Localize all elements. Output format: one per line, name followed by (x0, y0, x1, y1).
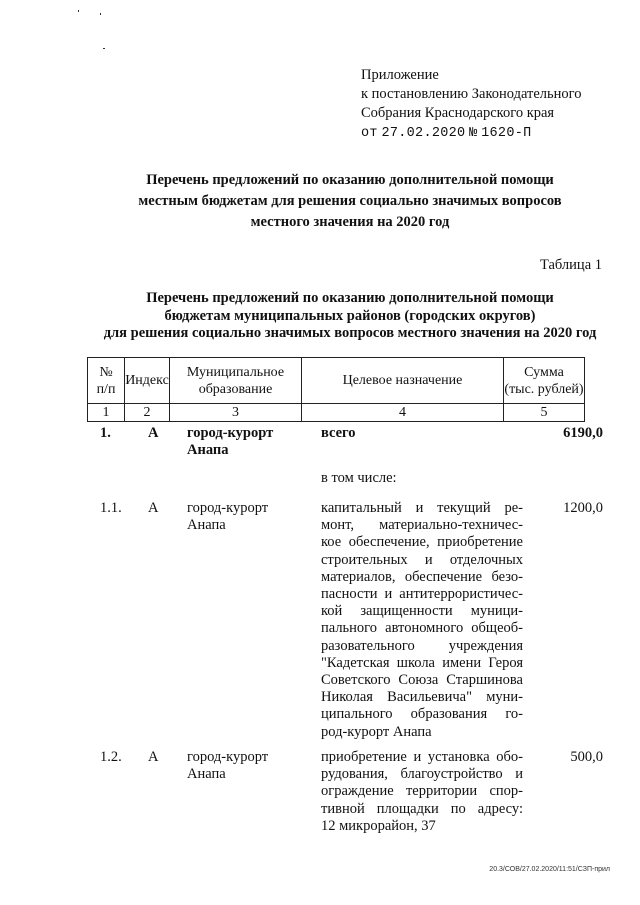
scan-speck (78, 10, 79, 12)
purpose-line: разовательного учреждения (321, 637, 523, 654)
table-title-line: Перечень предложений по оказанию дополнительной помощи (146, 290, 554, 306)
purpose-line: Николая Васильевича" муни- (321, 689, 523, 706)
header-colnum: 3 (170, 404, 302, 422)
document-title (90, 170, 610, 233)
purpose-line: род-курорт Анапа (321, 723, 432, 740)
row-municipality (187, 425, 307, 459)
purpose-line: кой защищенности муници- (321, 603, 523, 620)
header-colnum: 2 (125, 404, 170, 422)
table-title-line: бюджетам муниципальных районов (городских округов) (164, 307, 536, 324)
purpose-line: ограждение территории спор- (321, 783, 523, 800)
header-amount-line: Сумма (524, 364, 564, 380)
header-index: Индекс (125, 358, 170, 404)
purpose-line: Советского Союза Старшинова (321, 672, 523, 689)
purpose-line: рудования, благоустройство и (321, 766, 523, 783)
decree-date: 27.02.2020 (381, 126, 466, 141)
municipality-line: город-курорт (187, 425, 274, 441)
table-title-line: для решения социально значимых вопросов местного значения на 2020 год (103, 325, 597, 341)
row-number: 1.2. (100, 749, 122, 765)
row-number: 1.1. (100, 500, 122, 516)
title-line: местным бюджетам для решения социально значимых вопросов (138, 193, 562, 209)
table-header (87, 357, 585, 422)
appendix-date-line (361, 123, 582, 143)
title-line: Перечень предложений по оказанию дополнительной помощи (146, 172, 554, 188)
row-index: А (148, 500, 159, 516)
header-num-label: п/п (96, 381, 116, 397)
header-purpose: Целевое назначение (302, 358, 504, 404)
title-line: местного значения на 2020 год (250, 214, 450, 230)
row-municipality (187, 749, 307, 783)
row-purpose (321, 749, 523, 835)
purpose-line: "Кадетская школа имени Героя (321, 654, 523, 671)
header-colnum: 4 (302, 404, 504, 422)
date-prefix: от (361, 126, 378, 141)
header-municipality (170, 358, 302, 404)
scan-speck (100, 13, 101, 15)
purpose-line: ципального образования го- (321, 706, 523, 723)
purpose-line: пасности и антитеррористичес- (321, 586, 523, 603)
purpose-line: капитальный и текущий ре- (321, 500, 523, 516)
header-colnum: 5 (504, 404, 585, 422)
row-index: А (148, 749, 159, 765)
appendix-line: к постановлению Законодательного (361, 86, 582, 102)
row-amount: 6190,0 (563, 425, 603, 441)
purpose-line: тивной площадки по адресу: (321, 800, 523, 817)
municipality-line: Анапа (187, 442, 229, 459)
purpose-line: монт, материально-техничес- (321, 517, 523, 534)
header-municipality-line: образование (198, 381, 273, 397)
row-purpose (321, 500, 523, 741)
row-including: в том числе: (321, 470, 397, 486)
footer-code: 20.3/СОВ/27.02.2020/11:51/СЗП-прил (489, 866, 610, 873)
municipality-line: город-курорт (187, 500, 269, 516)
header-num (88, 358, 125, 404)
table-title (60, 290, 640, 343)
purpose-line: материалов, обеспечение безо- (321, 568, 523, 585)
municipality-line: Анапа (187, 517, 226, 534)
header-colnum: 1 (88, 404, 125, 422)
purpose-line: строительных и отделочных (321, 551, 523, 568)
row-number: 1. (100, 425, 111, 441)
decree-number: 1620-П (481, 126, 532, 141)
purpose-line: кое обеспечение, приобретение (321, 534, 523, 551)
header-amount-line: (тыс. рублей) (504, 381, 584, 397)
header-amount (504, 358, 585, 404)
row-municipality (187, 500, 307, 534)
table-label: Таблица 1 (539, 257, 602, 273)
municipality-line: город-курорт (187, 749, 269, 765)
purpose-line: пального автономного общеоб- (321, 620, 523, 637)
header-num-symbol: № (99, 364, 113, 380)
row-index: А (148, 425, 159, 441)
appendix-line: Приложение (361, 67, 439, 83)
header-municipality-line: Муниципальное (186, 364, 285, 380)
scan-speck (103, 48, 105, 49)
row-purpose: всего (321, 425, 356, 441)
municipality-line: Анапа (187, 766, 226, 783)
row-amount: 500,0 (570, 749, 603, 765)
purpose-line: приобретение и установка обо- (321, 749, 523, 765)
appendix-block (361, 66, 582, 143)
row-amount: 1200,0 (563, 500, 603, 516)
purpose-line: 12 микрорайон, 37 (321, 817, 436, 834)
appendix-line: Собрания Краснодарского края (361, 105, 555, 121)
number-prefix: № (469, 126, 478, 141)
